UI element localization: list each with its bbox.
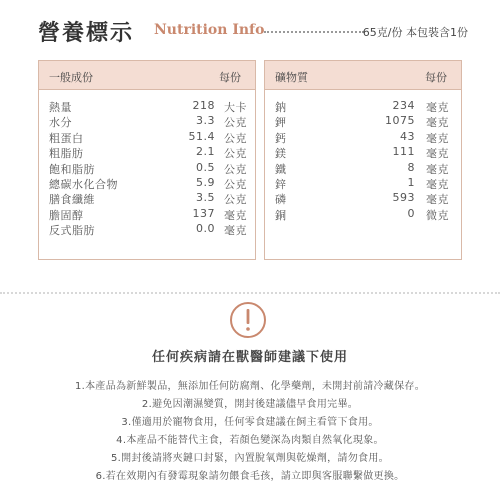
nutrient-unit: 公克 bbox=[224, 162, 247, 176]
nutrient-value: 0.5 bbox=[196, 160, 215, 174]
table-row bbox=[39, 207, 255, 222]
nutrient-unit: 大卡 bbox=[224, 101, 247, 114]
nutrient-unit: 微克 bbox=[426, 208, 449, 222]
table-row bbox=[39, 130, 255, 145]
table-row bbox=[39, 161, 255, 176]
minerals-table bbox=[264, 60, 462, 260]
note-item: 4.本產品不能替代主食，若顏色變深為肉類自然氧化現象。 bbox=[116, 435, 384, 446]
nutrient-name: 膳食纖維 bbox=[49, 193, 95, 207]
nutrient-name: 水分 bbox=[49, 116, 72, 130]
nutrient-value: 111 bbox=[392, 145, 415, 159]
nutrient-unit: 毫克 bbox=[426, 131, 449, 145]
general-rows bbox=[39, 90, 255, 238]
nutrient-unit: 公克 bbox=[224, 116, 247, 130]
table-row bbox=[39, 191, 255, 206]
nutrient-value: 234 bbox=[392, 99, 415, 112]
nutrient-unit: 毫克 bbox=[426, 162, 449, 176]
table-header bbox=[265, 61, 461, 90]
nutrient-unit: 毫克 bbox=[426, 177, 449, 191]
nutrient-unit: 公克 bbox=[224, 147, 247, 161]
nutrient-unit: 毫克 bbox=[426, 193, 449, 207]
table-header bbox=[39, 61, 255, 90]
note-item: 2.避免因潮濕變質，開封後建議儘早食用完畢。 bbox=[141, 399, 359, 410]
table-row bbox=[39, 176, 255, 191]
exclamation-circle-icon bbox=[228, 300, 268, 340]
table-row bbox=[265, 207, 461, 222]
nutrient-name: 銅 bbox=[275, 208, 287, 222]
section-divider bbox=[0, 292, 500, 294]
nutrient-value: 137 bbox=[192, 206, 215, 220]
nutrient-name: 熱量 bbox=[49, 101, 72, 114]
nutrient-unit: 毫克 bbox=[426, 101, 449, 114]
general-nutrients-table bbox=[38, 60, 256, 260]
usage-notes bbox=[0, 378, 500, 486]
nutrient-unit: 毫克 bbox=[224, 208, 247, 222]
table-row bbox=[265, 191, 461, 206]
nutrient-name: 粗脂肪 bbox=[49, 147, 84, 161]
nutrient-value: 0.0 bbox=[196, 222, 215, 236]
nutrient-value: 1075 bbox=[385, 114, 415, 128]
nutrient-name: 鎂 bbox=[275, 147, 287, 161]
nutrient-name: 鈉 bbox=[275, 101, 287, 114]
nutrient-value: 8 bbox=[407, 160, 415, 174]
nutrient-unit: 公克 bbox=[224, 131, 247, 145]
nutrition-header bbox=[38, 16, 468, 46]
nutrient-value: 2.1 bbox=[196, 145, 215, 159]
nutrient-name: 鐵 bbox=[275, 162, 287, 176]
minerals-heading: 礦物質 bbox=[275, 71, 308, 84]
table-row bbox=[265, 161, 461, 176]
note-item: 5.開封後請將夾鏈口封緊，內置脫氧劑與乾燥劑，請勿食用。 bbox=[111, 453, 389, 464]
nutrient-unit: 毫克 bbox=[224, 224, 247, 238]
nutrient-unit: 毫克 bbox=[426, 147, 449, 161]
nutrient-name: 飽和脂肪 bbox=[49, 162, 95, 176]
nutrient-value: 51.4 bbox=[188, 129, 215, 143]
table-row bbox=[39, 145, 255, 160]
note-item: 1.本產品為新鮮製品，無添加任何防腐劑、化學藥劑，未開封前請冷藏保存。 bbox=[74, 381, 426, 392]
serving-info: 65克/份 本包裝含1份 bbox=[362, 26, 468, 39]
note-item: 3.僅適用於寵物食用，任何零食建議在飼主看管下食用。 bbox=[121, 417, 379, 428]
table-row bbox=[265, 145, 461, 160]
note-item: 6.若在效期內有發霉現象請勿餵食毛孩，請立即與客服聯繫做更換。 bbox=[95, 471, 405, 482]
nutrient-value: 1 bbox=[407, 175, 415, 189]
mineral-rows bbox=[265, 90, 461, 222]
nutrient-value: 3.3 bbox=[196, 114, 215, 128]
table-row bbox=[265, 99, 461, 114]
page-subtitle: Nutrition Info bbox=[154, 22, 265, 38]
nutrient-value: 593 bbox=[392, 191, 415, 205]
table-row bbox=[265, 130, 461, 145]
table-row bbox=[39, 222, 255, 237]
nutrient-name: 總碳水化合物 bbox=[49, 177, 118, 191]
general-heading: 一般成份 bbox=[49, 71, 93, 84]
table-row bbox=[39, 114, 255, 129]
nutrient-unit: 公克 bbox=[224, 193, 247, 207]
nutrient-name: 粗蛋白 bbox=[49, 131, 84, 145]
nutrient-name: 磷 bbox=[275, 193, 287, 207]
warning-title: 任何疾病請在獸醫師建議下使用 bbox=[151, 350, 348, 365]
nutrient-value: 218 bbox=[192, 99, 215, 112]
table-row bbox=[39, 99, 255, 114]
nutrient-name: 鋅 bbox=[275, 177, 287, 191]
nutrient-name: 鈣 bbox=[275, 131, 287, 145]
dotted-leader bbox=[264, 31, 364, 33]
nutrient-name: 膽固醇 bbox=[49, 208, 84, 222]
per-serving-heading: 每份 bbox=[425, 71, 447, 84]
nutrient-value: 43 bbox=[400, 129, 415, 143]
nutrient-value: 0 bbox=[407, 206, 415, 220]
table-row bbox=[265, 176, 461, 191]
nutrient-value: 5.9 bbox=[196, 175, 215, 189]
nutrient-unit: 公克 bbox=[224, 177, 247, 191]
page-title: 營養標示 bbox=[38, 21, 135, 46]
nutrient-name: 鉀 bbox=[275, 116, 287, 130]
nutrient-value: 3.5 bbox=[196, 191, 215, 205]
per-serving-heading: 每份 bbox=[219, 71, 241, 84]
nutrient-name: 反式脂肪 bbox=[49, 224, 95, 238]
nutrient-unit: 毫克 bbox=[426, 116, 449, 130]
table-row bbox=[265, 114, 461, 129]
